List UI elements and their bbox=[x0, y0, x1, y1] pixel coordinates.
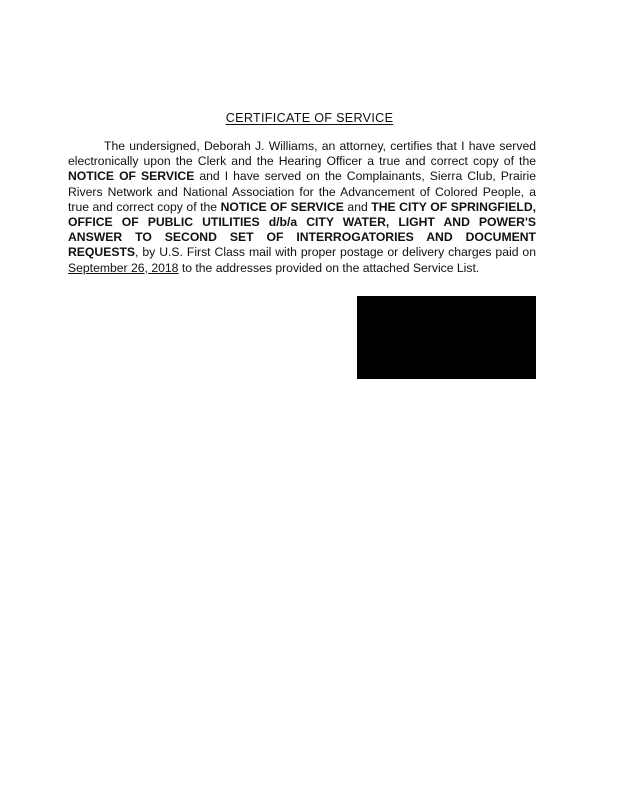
notice-of-service-bold-1: NOTICE OF SERVICE bbox=[68, 169, 195, 184]
notice-of-service-bold-2: NOTICE OF SERVICE bbox=[220, 199, 344, 214]
paragraph-text-1: The undersigned, Deborah J. Williams, an attorney, certifies that I have served electronically upon the Clerk and the Hearing Officer a true and correct copy of the bbox=[68, 139, 536, 169]
paragraph-text-3: and bbox=[343, 199, 372, 214]
document-title: CERTIFICATE OF SERVICE bbox=[225, 111, 394, 125]
redaction-box bbox=[357, 296, 536, 379]
service-date: September 26, 2018 bbox=[68, 260, 179, 275]
certificate-paragraph bbox=[68, 139, 536, 276]
paragraph-text-2: and I have served on the Complainants, Sierra Club, Prairie Rivers Network and National Association for the Advancement of Colored People, a true and correct copy of the bbox=[68, 169, 536, 214]
paragraph-text-4: , by U.S. First Class mail with proper postage or delivery charges paid on bbox=[135, 245, 536, 260]
document-name-bold: THE CITY OF SPRINGFIELD, OFFICE OF PUBLIC UTILITIES d/b/a CITY WATER, LIGHT AND POWER'S ANSWER TO SECOND SET OF INTERROGATORIES AND DOCUMENT REQUESTS bbox=[68, 199, 537, 260]
paragraph-text-5: to the addresses provided on the attached Service List. bbox=[178, 260, 480, 275]
